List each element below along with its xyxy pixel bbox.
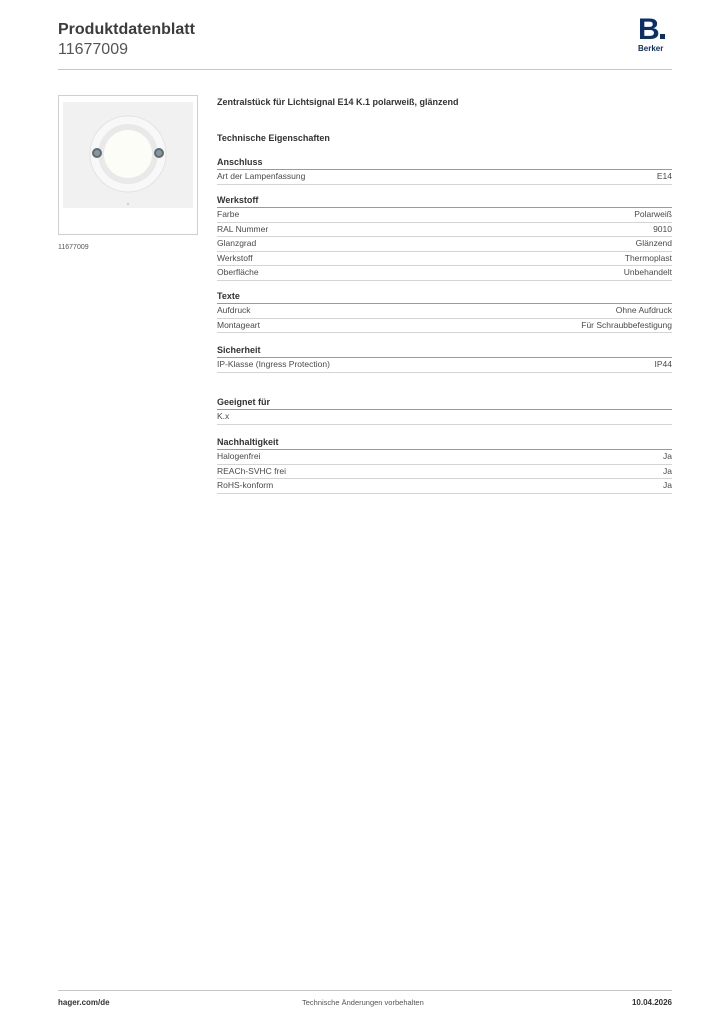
property-row <box>217 170 672 185</box>
property-value: Für Schraubbefestigung <box>581 319 672 330</box>
property-row <box>217 208 672 223</box>
property-label: K.x <box>217 411 230 421</box>
section-sicherheit <box>217 344 672 373</box>
section-title: Geeignet für <box>217 396 672 410</box>
property-label: Aufdruck <box>217 305 251 315</box>
property-row <box>217 266 672 281</box>
property-row <box>217 410 672 425</box>
document-title: Produktdatenblatt <box>58 21 195 38</box>
footer-date: 10.04.2026 <box>631 998 672 1007</box>
section-geeignet-fuer <box>217 396 672 425</box>
property-row <box>217 358 672 373</box>
property-label: RAL Nummer <box>217 223 269 234</box>
property-row <box>217 304 672 319</box>
footer-note: Technische Änderungen vorbehalten <box>302 998 424 1007</box>
section-anschluss <box>217 156 672 185</box>
property-row <box>217 450 672 465</box>
section-title: Nachhaltigkeit <box>217 436 672 450</box>
footer-website[interactable]: hager.com/de <box>58 998 110 1007</box>
property-label: Werkstoff <box>217 252 253 263</box>
property-label: Montageart <box>217 319 260 330</box>
article-number: 11677009 <box>58 41 128 58</box>
property-label: Farbe <box>217 209 240 219</box>
footer-divider <box>58 990 672 991</box>
property-label: IP-Klasse (Ingress Protection) <box>217 359 330 369</box>
property-value: Glänzend <box>635 238 672 248</box>
property-row <box>217 223 672 238</box>
product-details <box>217 96 672 490</box>
product-photo <box>59 96 197 234</box>
property-row <box>217 237 672 252</box>
property-row <box>217 479 672 494</box>
section-title: Anschluss <box>217 156 672 170</box>
property-value: Polarweiß <box>634 209 672 219</box>
header-divider <box>58 69 672 70</box>
logo-letter: B <box>638 13 659 46</box>
product-image-caption: 11677009 <box>58 244 89 251</box>
section-title: Werkstoff <box>217 194 672 208</box>
property-row <box>217 465 672 480</box>
property-row <box>217 252 672 267</box>
page-header <box>58 20 195 60</box>
berker-logo <box>638 13 676 54</box>
section-texte <box>217 290 672 333</box>
logo-name: Berker <box>638 44 664 53</box>
section-nachhaltigkeit <box>217 436 672 494</box>
property-label: Oberfläche <box>217 267 259 277</box>
property-value: Ohne Aufdruck <box>615 305 672 315</box>
property-value: IP44 <box>654 359 672 369</box>
technical-properties-heading: Technische Eigenschaften <box>217 133 330 143</box>
product-name: Zentralstück für Lichtsignal E14 K.1 polarweiß, glänzend <box>217 97 459 107</box>
property-row <box>217 319 672 334</box>
property-value: 9010 <box>653 223 672 234</box>
property-value: Ja <box>663 451 672 461</box>
property-label: Halogenfrei <box>217 451 261 461</box>
section-title: Sicherheit <box>217 344 672 358</box>
property-value: Thermoplast <box>624 252 672 263</box>
section-werkstoff <box>217 194 672 281</box>
property-value: Ja <box>663 480 672 490</box>
property-label: Art der Lampenfassung <box>217 171 306 181</box>
property-value: Ja <box>663 465 672 476</box>
product-image <box>58 95 198 235</box>
property-label: Glanzgrad <box>217 238 257 248</box>
section-title: Texte <box>217 290 672 304</box>
property-label: REACh-SVHC frei <box>217 465 286 476</box>
property-value: E14 <box>656 171 672 181</box>
property-value: Unbehandelt <box>623 267 672 277</box>
logo-dot <box>660 34 665 39</box>
property-label: RoHS-konform <box>217 480 274 490</box>
